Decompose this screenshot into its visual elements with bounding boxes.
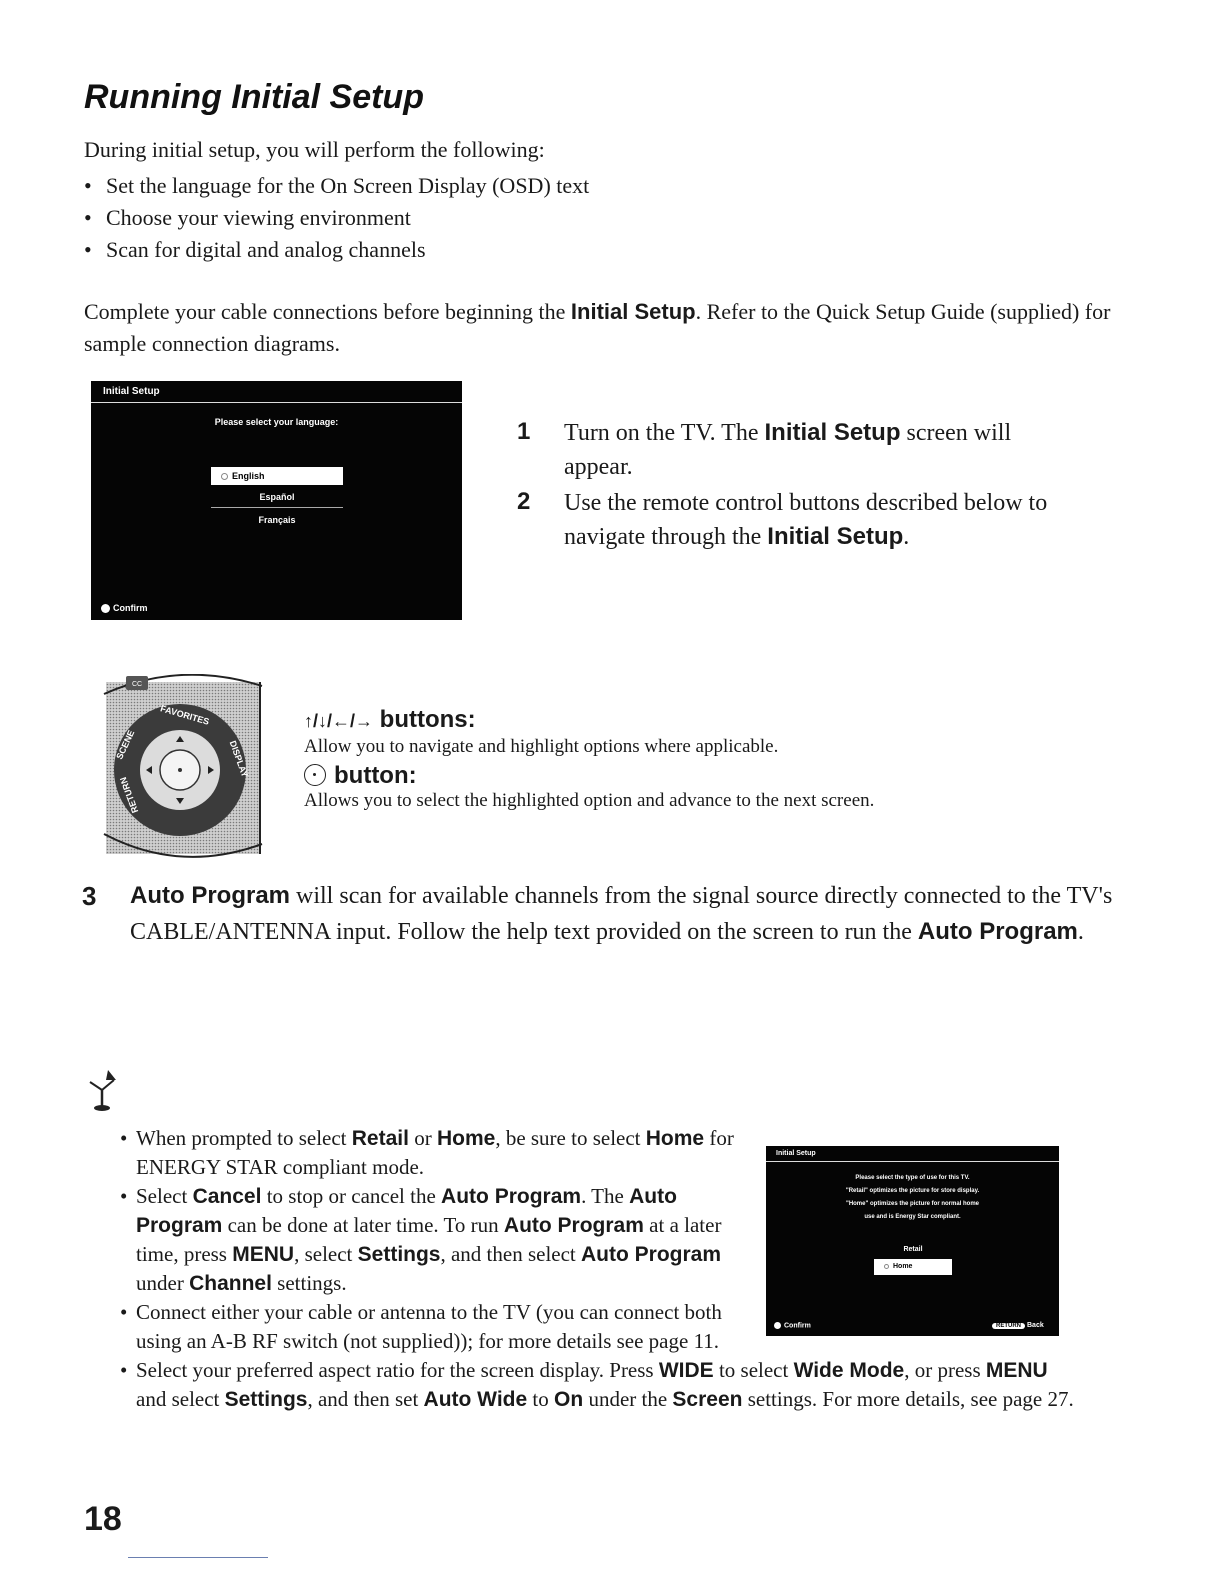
text-run: to select <box>713 1358 794 1382</box>
text-run: , and then set <box>307 1387 424 1411</box>
text-run: under <box>136 1271 190 1295</box>
text-run: Complete your cable connections before beginning the <box>84 299 571 324</box>
text-run: When prompted to select <box>136 1126 352 1150</box>
language-option-english[interactable] <box>211 467 343 485</box>
scene-label: SCENE <box>114 728 137 761</box>
list-item: • Scan for digital and analog channels <box>84 234 589 266</box>
text-bold: Auto Program <box>441 1185 582 1208</box>
radio-icon <box>884 1264 889 1269</box>
page-number: 18 <box>84 1500 122 1538</box>
text-bold: Settings <box>357 1243 441 1266</box>
text-run: Select <box>136 1184 193 1208</box>
text-run: to stop or cancel the <box>261 1184 442 1208</box>
select-circle-icon <box>304 764 326 786</box>
list-item <box>120 1182 750 1298</box>
display-label: DISPLAY <box>227 739 251 779</box>
text-run: . <box>903 524 910 550</box>
select-button-heading <box>304 762 417 790</box>
language-selection-screen <box>91 381 462 620</box>
divider <box>211 507 343 508</box>
usage-type-screen <box>766 1146 1059 1336</box>
text-run: and select <box>136 1387 225 1411</box>
text-bold: Settings <box>224 1388 308 1411</box>
remote-control-illustration <box>100 674 266 860</box>
text-run: Select your preferred aspect ratio for the screen display. Press <box>136 1358 659 1382</box>
usage-option-home[interactable] <box>874 1259 952 1275</box>
intro-text: During initial setup, you will perform the following: <box>84 137 545 162</box>
text-bold: Home <box>436 1127 496 1150</box>
list-item <box>120 1356 1080 1414</box>
arrow-buttons-description: Allow you to navigate and highlight options where applicable. <box>304 736 779 757</box>
return-back-hint <box>992 1322 1044 1329</box>
step-number: 3 <box>82 881 97 911</box>
text-bold: Initial Setup <box>767 523 904 550</box>
text-bold: Retail <box>351 1127 409 1150</box>
text-run: , select <box>294 1242 358 1266</box>
text-bold: Auto Program <box>917 918 1078 945</box>
list-item <box>120 1124 750 1182</box>
option-label: English <box>232 471 265 481</box>
arrow-icons: ↑/↓/←/→ <box>304 711 374 731</box>
text-bold: Home <box>645 1127 705 1150</box>
text-bold: Initial Setup <box>764 419 901 446</box>
text-bold: Cancel <box>192 1185 262 1208</box>
text-run: Turn on the TV. The <box>564 420 765 446</box>
prompt-line: Please select the type of use for this TV. <box>855 1175 970 1181</box>
text-bold: Auto Program <box>503 1214 644 1237</box>
option-label: Home <box>893 1263 913 1270</box>
complete-connections-text <box>84 296 1114 360</box>
return-label: RETURN <box>118 775 141 815</box>
return-button-icon: RETURN <box>992 1323 1025 1329</box>
screen-prompt: Please select your language: <box>214 417 339 427</box>
list-item: • Choose your viewing environment <box>84 202 589 234</box>
prompt-line: "Home" optimizes the picture for normal home <box>845 1201 980 1207</box>
confirm-hint <box>101 603 148 613</box>
text-bold: buttons: <box>373 706 476 733</box>
text-run: screen will appear. <box>564 420 1012 480</box>
text-bold: Auto Program <box>130 882 291 909</box>
back-label: Back <box>1027 1322 1044 1329</box>
page-title: Running Initial Setup <box>84 78 424 116</box>
text-bold: Channel <box>189 1272 272 1295</box>
language-option-francais[interactable]: Français <box>258 515 296 525</box>
favorites-label: FAVORITES <box>159 703 211 727</box>
list-item: • Connect either your cable or antenna to the TV (you can connect both using an A-B RF switch (not supplied)); for more details see page 11. <box>120 1298 750 1356</box>
confirm-dot-icon <box>774 1322 781 1329</box>
text-run: under the <box>583 1387 673 1411</box>
text-run: settings. For more details, see page 27. <box>742 1387 1074 1411</box>
text-run: for ENERGY STAR compliant mode. <box>136 1126 734 1179</box>
text-bold: Auto Program <box>136 1185 677 1237</box>
text-bold: MENU <box>232 1243 295 1266</box>
usage-option-retail[interactable]: Retail <box>903 1246 923 1253</box>
screen-prompt <box>786 1172 1039 1224</box>
text-run: settings. <box>271 1271 347 1295</box>
text-run: , be sure to select <box>495 1126 646 1150</box>
confirm-label: Confirm <box>113 603 148 613</box>
step-text <box>564 416 1084 484</box>
confirm-label: Confirm <box>784 1322 811 1330</box>
prompt-line: use and is Energy Star compliant. <box>864 1214 961 1220</box>
text-bold: MENU <box>985 1359 1048 1382</box>
text-run: to <box>527 1387 555 1411</box>
select-button-description: Allows you to select the highlighted option and advance to the next screen. <box>304 790 875 811</box>
text-run: Use the remote control buttons described below to navigate through the <box>564 490 1048 550</box>
text-run: , or press <box>904 1358 986 1382</box>
text-run: at a later time, press <box>136 1213 722 1266</box>
cc-label: CC <box>131 681 143 688</box>
text-run: . Refer to the Quick Setup Guide (supplied) for sample connection diagrams. <box>84 299 1111 356</box>
arrow-buttons-heading <box>304 706 476 734</box>
screen-header: Initial Setup <box>766 1146 1059 1162</box>
text-bold: Initial Setup <box>570 299 696 324</box>
text-bold: On <box>554 1388 584 1411</box>
tip-icon <box>86 1066 120 1112</box>
text-run: can be done at later time. To run <box>222 1213 504 1237</box>
screen-header: Initial Setup <box>91 381 462 403</box>
text-run: . <box>1077 919 1084 945</box>
list-item: • Set the language for the On Screen Display (OSD) text <box>84 170 589 202</box>
setup-task-list <box>84 170 589 266</box>
text-run: will scan for available channels from the signal source directly connected to the TV's CABLE/ANTENNA input. Follow the help text provided on the screen to run the <box>130 883 1113 945</box>
step-text <box>130 878 1120 950</box>
prompt-line: "Retail" optimizes the picture for store display. <box>845 1188 980 1194</box>
footer-rule <box>128 1557 268 1558</box>
text-bold: Auto Wide <box>423 1388 528 1411</box>
text-run: . The <box>581 1184 630 1208</box>
text-run: , and then select <box>440 1242 582 1266</box>
step-number: 2 <box>517 488 531 515</box>
text-bold: button: <box>334 762 417 789</box>
text-bold: WIDE <box>658 1359 714 1382</box>
text-bold: Screen <box>672 1388 743 1411</box>
text-bold: Auto Program <box>581 1243 722 1266</box>
confirm-hint <box>774 1322 811 1329</box>
step-text <box>564 486 1104 554</box>
text-bold: Wide Mode <box>793 1359 905 1382</box>
confirm-dot-icon <box>101 604 110 613</box>
text-run: or <box>408 1126 437 1150</box>
language-option-espanol[interactable]: Español <box>259 492 295 502</box>
radio-icon <box>221 473 228 480</box>
step-number: 1 <box>517 418 531 445</box>
